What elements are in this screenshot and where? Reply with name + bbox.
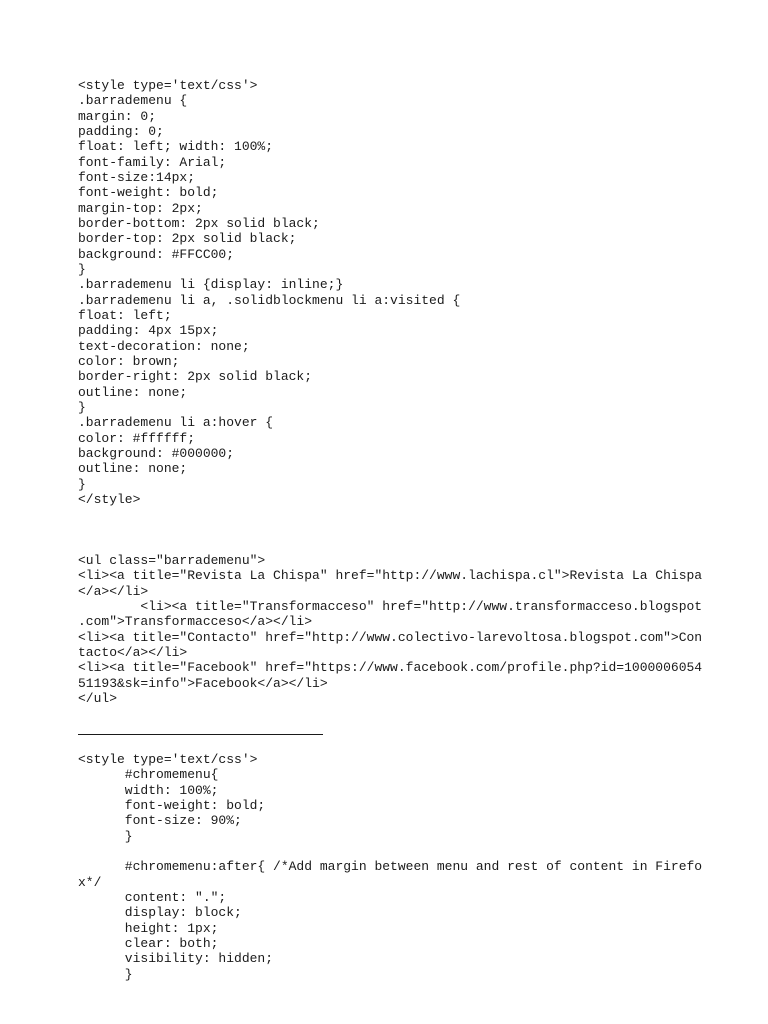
code-line: background: #FFCC00; — [78, 246, 235, 262]
code-line: font-weight: bold; — [78, 797, 266, 813]
code-line: } — [78, 828, 133, 844]
code-line: .barrademenu li {display: inline;} — [78, 277, 344, 293]
code-line: <li><a title="Transformacceso" href="http://www.transformacceso.blogspot — [78, 598, 703, 614]
code-line: 51193&sk=info">Facebook</a></li> — [78, 675, 328, 691]
code-line: float: left; width: 100%; — [78, 139, 274, 155]
code-line: .barrademenu li a:hover { — [78, 415, 274, 431]
code-line: border-top: 2px solid black; — [78, 231, 297, 247]
code-line: <li><a title="Revista La Chispa" href="http://www.lachispa.cl">Revista La Chispa — [78, 568, 703, 584]
code-line: </a></li> — [78, 583, 149, 599]
code-line: float: left; — [78, 307, 172, 323]
code-line: outline: none; — [78, 461, 188, 477]
code-line: font-size: 90%; — [78, 813, 242, 829]
code-line: margin-top: 2px; — [78, 200, 203, 216]
code-line: #chromemenu{ — [78, 767, 219, 783]
code-line: height: 1px; — [78, 920, 219, 936]
code-line: <ul class="barrademenu"> — [78, 553, 266, 568]
code-line: padding: 0; — [78, 123, 164, 139]
code-line: <style type='text/css'> — [78, 752, 258, 767]
code-line: border-right: 2px solid black; — [78, 369, 313, 385]
code-line: width: 100%; — [78, 782, 219, 798]
html-code-block-menu-list — [78, 553, 702, 706]
css-code-block-barrademenu — [78, 78, 460, 507]
code-line: padding: 4px 15px; — [78, 323, 219, 339]
code-line: visibility: hidden; — [78, 951, 274, 967]
code-line: font-weight: bold; — [78, 185, 219, 201]
code-line: tacto</a></li> — [78, 644, 188, 660]
code-line: <style type='text/css'> — [78, 78, 258, 93]
code-line: color: brown; — [78, 353, 180, 369]
code-line: font-size:14px; — [78, 169, 196, 185]
code-line: border-bottom: 2px solid black; — [78, 215, 320, 231]
code-line: outline: none; — [78, 384, 188, 400]
code-line: .barrademenu li a, .solidblockmenu li a:visited { — [78, 292, 461, 308]
code-line: <li><a title="Contacto" href="http://www.colectivo-larevoltosa.blogspot.com">Con — [78, 629, 703, 645]
code-line: .barrademenu { — [78, 93, 188, 109]
code-line: } — [78, 966, 133, 982]
code-line: background: #000000; — [78, 445, 235, 461]
code-line — [78, 844, 702, 859]
code-line: #chromemenu:after{ /*Add margin between menu and rest of content in Firefo — [78, 859, 703, 875]
code-line: x*/ — [78, 874, 102, 890]
code-line: display: block; — [78, 905, 242, 921]
code-line: .com">Transformacceso</a></li> — [78, 614, 313, 630]
code-line: clear: both; — [78, 935, 219, 951]
code-line: content: "."; — [78, 889, 227, 905]
code-line: } — [78, 261, 86, 277]
section-divider — [78, 734, 323, 735]
code-line: color: #ffffff; — [78, 430, 196, 446]
code-line: font-family: Arial; — [78, 154, 227, 170]
code-line: </style> — [78, 491, 141, 507]
code-line: <li><a title="Facebook" href="https://www.facebook.com/profile.php?id=1000006054 — [78, 660, 703, 676]
code-line: text-decoration: none; — [78, 338, 250, 354]
code-line: } — [78, 399, 86, 415]
code-line: } — [78, 476, 86, 492]
css-code-block-chromemenu — [78, 752, 702, 982]
code-line: margin: 0; — [78, 108, 157, 124]
code-line: </ul> — [78, 690, 118, 706]
